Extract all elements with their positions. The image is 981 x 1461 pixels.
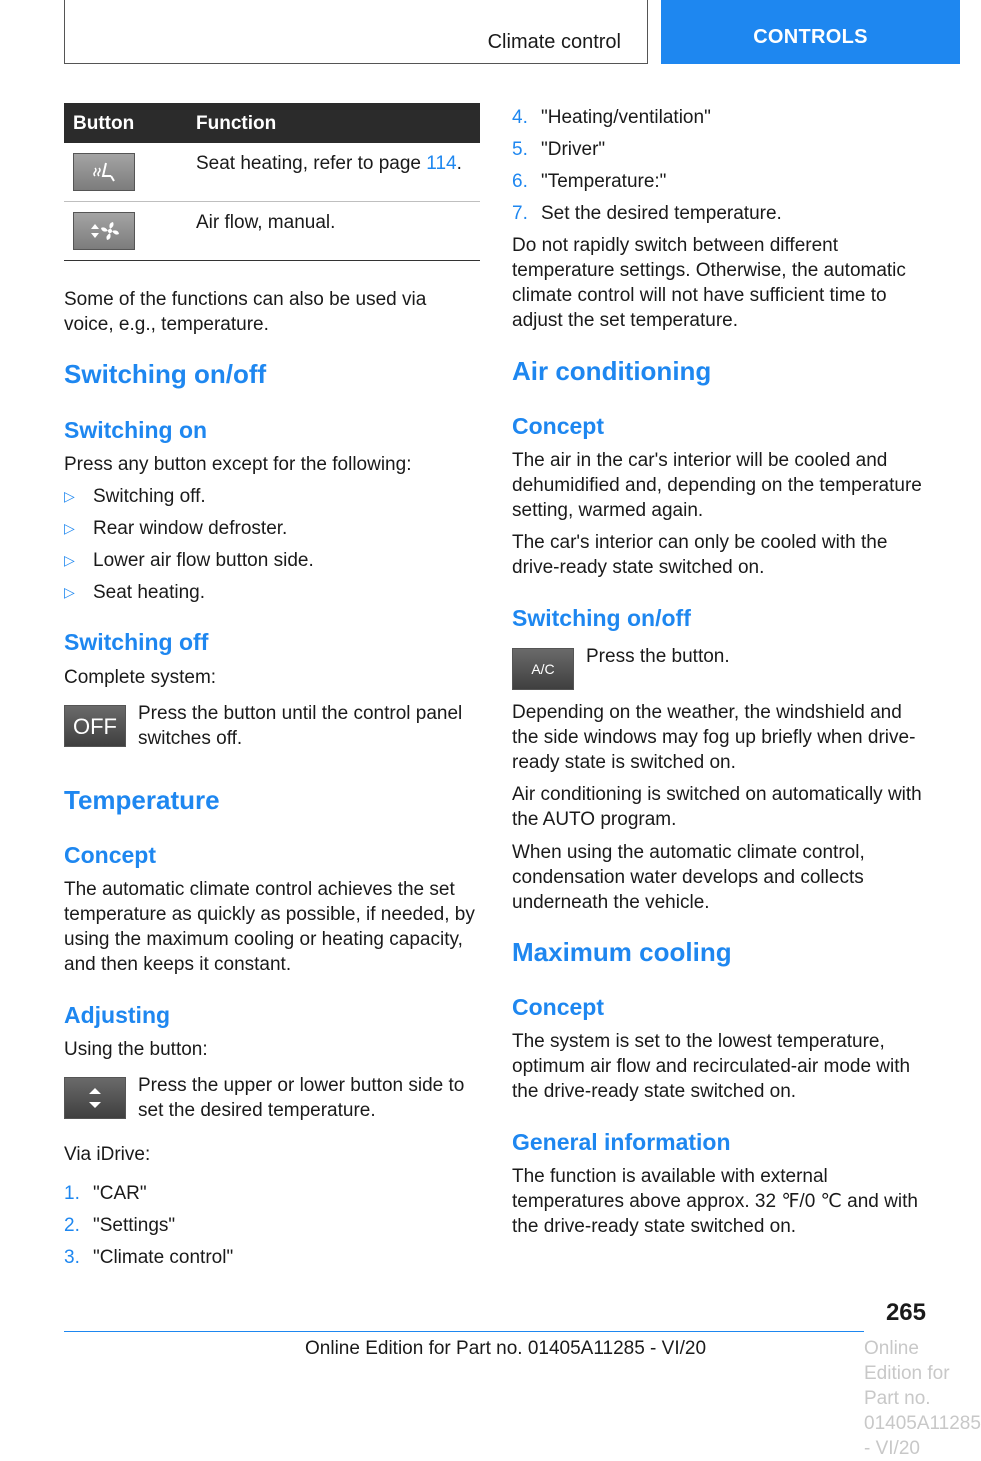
page-reference-link[interactable]: 114 xyxy=(426,153,457,174)
heading-max-concept: Concept xyxy=(512,994,604,1020)
switching-on-list xyxy=(64,484,314,612)
column-header-function: Function xyxy=(196,112,277,134)
bullet-marker: ▷ xyxy=(64,488,75,504)
function-text: Seat heating, refer to page 114. xyxy=(196,153,462,174)
general-information-text: The function is available with external temperatures above approx. 32 ℉/0 ℃ and with the drive-ready state switched on. xyxy=(512,1166,918,1237)
heading-switching-off: Switching off xyxy=(64,629,209,655)
max-concept-text: The system is set to the lowest temperature, optimum air flow and recirculated-air mode with the drive-ready state switched on. xyxy=(512,1031,911,1102)
list-item: ▷ Lower air flow button side. xyxy=(64,548,314,580)
off-button-row xyxy=(64,701,480,751)
temperature-button-row xyxy=(64,1073,480,1123)
idrive-steps-right xyxy=(512,105,782,233)
heading-switching: Switching on/off xyxy=(64,359,267,389)
heading-ac-switching: Switching on/off xyxy=(512,605,691,631)
ac-p3: When using the automatic climate control, condensation water develops and collects underneath the vehicle. xyxy=(512,842,865,913)
list-item: 1. "CAR" xyxy=(64,1183,147,1204)
seat-heating-icon xyxy=(73,153,135,191)
off-button-text: Press the button until the control panel switches off. xyxy=(138,703,463,749)
list-item: 4. "Heating/ventilation" xyxy=(512,107,711,128)
air-flow-icon xyxy=(73,212,135,250)
bullet-marker: ▷ xyxy=(64,552,75,568)
table-row xyxy=(64,202,480,261)
list-item: 7. Set the desired temperature. xyxy=(512,203,782,224)
list-item: 2. "Settings" xyxy=(64,1215,176,1236)
ac-p1: Depending on the weather, the windshield and the side windows may fog up briefly when drive-ready state is switched on. xyxy=(512,702,916,773)
bullet-marker: ▷ xyxy=(64,520,75,536)
list-item: ▷ Switching off. xyxy=(64,484,314,516)
list-item: ▷ Seat heating. xyxy=(64,580,314,612)
heading-switching-on: Switching on xyxy=(64,417,208,443)
adjusting-button-text: Press the upper or lower button side to set the desired temperature. xyxy=(138,1075,465,1121)
header-frame xyxy=(64,0,648,64)
bullet-marker: ▷ xyxy=(64,584,75,600)
idrive-intro: Via iDrive: xyxy=(64,1144,151,1165)
page-number: 265 xyxy=(885,1299,926,1326)
ac-button-row xyxy=(512,644,928,690)
heading-concept: Concept xyxy=(64,842,156,868)
heading-maximum-cooling: Maximum cooling xyxy=(512,937,732,967)
list-item: ▷ Rear window defroster. xyxy=(64,516,314,548)
heading-air-conditioning: Air conditioning xyxy=(512,356,712,386)
rapid-switch-note: Do not rapidly switch between different temperature settings. Otherwise, the automatic climate control will not have sufficient time to adjust the set temperature. xyxy=(512,235,906,331)
heading-adjusting: Adjusting xyxy=(64,1002,171,1028)
switching-off-intro: Complete system: xyxy=(64,667,217,688)
voice-note: Some of the functions can also be used via voice, e.g., temperature. xyxy=(64,289,427,335)
off-button-image: OFF xyxy=(64,705,126,747)
section-title: Climate control xyxy=(487,31,621,53)
ac-concept-p2: The car's interior can only be cooled with the drive-ready state switched on. xyxy=(512,532,888,578)
list-item: 3. "Climate control" xyxy=(64,1247,234,1268)
switching-on-intro: Press any button except for the following: xyxy=(64,454,412,475)
heading-ac-concept: Concept xyxy=(512,413,604,439)
ac-concept-p1: The air in the car's interior will be cooled and dehumidified and, depending on the temperature setting, warmed again. xyxy=(512,450,922,521)
edition-note: Online Edition for Part no. 01405A11285 - VI/20 xyxy=(305,1338,707,1359)
table-header xyxy=(64,103,480,143)
column-header-button: Button xyxy=(73,112,135,134)
footer-divider xyxy=(64,1331,864,1332)
idrive-steps-left xyxy=(64,1181,233,1277)
list-item: 5. "Driver" xyxy=(512,139,606,160)
adjusting-intro: Using the button: xyxy=(64,1039,208,1060)
temperature-rocker-icon xyxy=(64,1077,126,1119)
function-table xyxy=(64,103,480,261)
function-text: Air flow, manual. xyxy=(196,212,336,233)
concept-text: The automatic climate control achieves the set temperature as quickly as possible, if needed, by using the maximum cooling or heating capacity, and then keeps it constant. xyxy=(64,879,475,975)
list-item: 6. "Temperature:" xyxy=(512,171,667,192)
ac-button-text: Press the button. xyxy=(586,646,730,667)
ac-button-image: A/C xyxy=(512,648,574,690)
table-row xyxy=(64,143,480,202)
chapter-tab[interactable]: CONTROLS xyxy=(661,0,960,64)
heading-general-information: General information xyxy=(512,1129,731,1155)
heading-temperature: Temperature xyxy=(64,785,220,815)
watermark: Online Edition for Part no. 01405A11285 - VI/20 xyxy=(864,1338,981,1459)
ac-p2: Air conditioning is switched on automatically with the AUTO program. xyxy=(512,784,922,830)
